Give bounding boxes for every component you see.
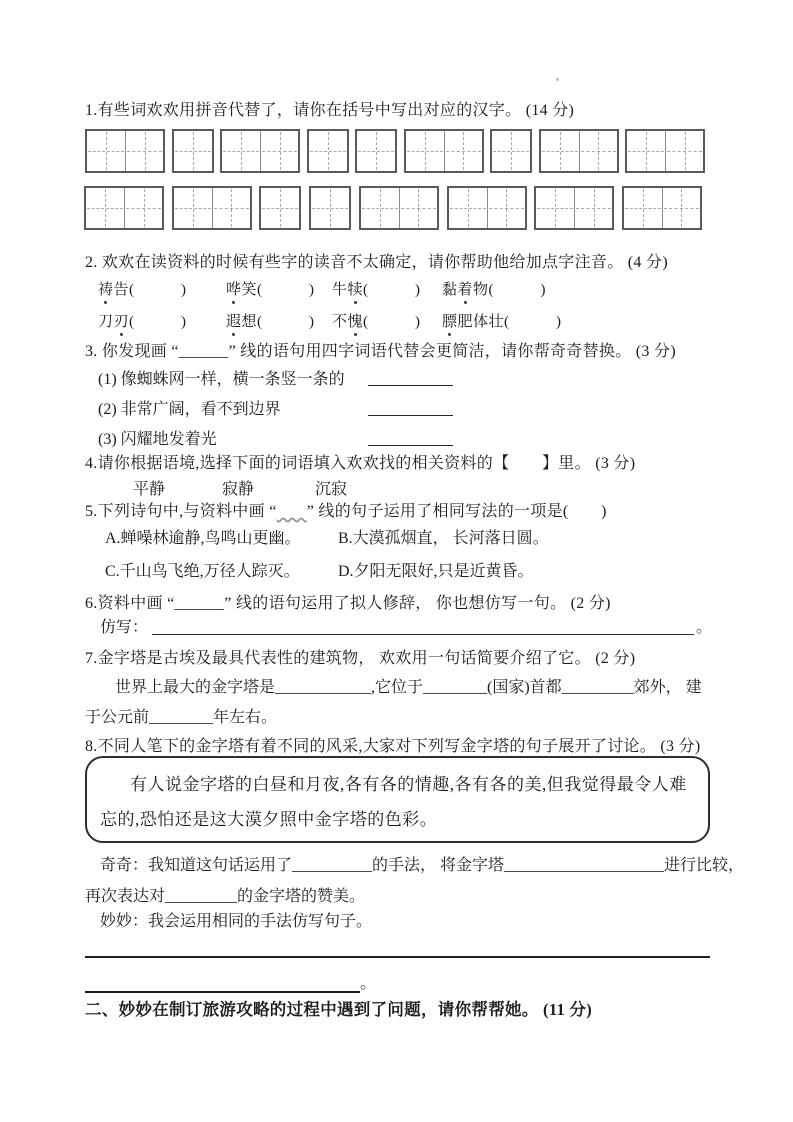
pinyin-word [332, 310, 442, 331]
word-part: 物 [473, 282, 489, 298]
hanzi-grid-group [307, 129, 349, 173]
pinyin-blank[interactable]: ( ) [257, 314, 315, 330]
emphasis-dot-char: 刃 [114, 310, 130, 331]
pinyin-blank[interactable]: ( ) [504, 314, 562, 330]
pinyin-word [98, 278, 226, 299]
q3-item-text: (3) 闪耀地发着光 [98, 431, 217, 448]
q6-copy-line [100, 614, 712, 637]
word-part: 想 [241, 314, 258, 330]
hanzi-cell[interactable] [449, 188, 487, 228]
hanzi-cell[interactable] [309, 131, 347, 171]
qiqi-comment [85, 850, 745, 912]
hanzi-grid-group [220, 129, 300, 173]
word-part: 黏 [442, 282, 458, 298]
option-d[interactable]: D.夕阳无限好,只是近黄昏。 [338, 563, 534, 580]
q5-title-post: ” 线的句子运用了相同写法的一项是( ) [306, 503, 607, 520]
hanzi-grid-group [622, 186, 702, 230]
hanzi-grid-group [172, 129, 214, 173]
hanzi-cell[interactable] [541, 131, 579, 171]
hanzi-grid-group [490, 129, 532, 173]
q3-title: 3. 你发现画 “______” 线的语句用四字词语代替会更简洁，请你帮奇奇替换。 (3 分) [85, 343, 676, 360]
hanzi-cell[interactable] [361, 188, 399, 228]
qiqi-line: 奇奇：我知道这句话运用了__________的手法， 将金字塔____________________进行比较， [100, 857, 745, 874]
q7-body-line: 于公元前________年左右。 [85, 709, 278, 726]
pinyin-word [332, 278, 442, 299]
hanzi-cell[interactable] [212, 188, 250, 228]
word-part: 肥体壮 [457, 314, 505, 330]
q2-title: 2. 欢欢在读资料的时候有些字的读音不太确定，请你帮助他给加点字注音。 (4 分) [85, 254, 668, 271]
hanzi-grid-row-2 [84, 186, 702, 230]
q5-title [85, 498, 607, 521]
quote-line: 忘的,恐怕还是这大漠夕照中金字塔的色彩。 [100, 810, 438, 829]
hanzi-cell[interactable] [406, 131, 444, 171]
q7-body-line: 世界上最大的金字塔是____________,它位于________(国家)首都_________郊外， 建 [115, 679, 702, 696]
hanzi-grid-group [172, 186, 252, 230]
word-part: 笑 [241, 282, 258, 298]
hanzi-cell[interactable] [222, 131, 260, 171]
word-bank-item: 沉寂 [315, 481, 348, 498]
emphasis-dot-char: 犊 [348, 278, 364, 299]
hanzi-grid-group [447, 186, 527, 230]
pinyin-word-row [98, 310, 698, 331]
hanzi-cell[interactable] [487, 188, 525, 228]
quote-line: 有人说金字塔的白昼和月夜,各有各的情趣,各有各的美,但我觉得最令人难 [130, 775, 687, 794]
hanzi-cell[interactable] [444, 131, 482, 171]
option-a[interactable]: A.蝉噪林逾静,鸟鸣山更幽。 [105, 530, 301, 547]
hanzi-cell[interactable] [260, 131, 298, 171]
word-part: 牛 [332, 282, 348, 298]
hanzi-cell[interactable] [492, 131, 530, 171]
hanzi-cell[interactable] [399, 188, 437, 228]
answer-blank[interactable] [152, 621, 694, 635]
pinyin-blank[interactable]: ( ) [488, 282, 547, 298]
q8-quote-box [85, 756, 710, 843]
pinyin-word [226, 310, 332, 331]
copy-label: 仿写： [100, 619, 149, 636]
hanzi-grid-group [84, 186, 164, 230]
q3-item [98, 396, 658, 419]
wavy-underline-blank [277, 503, 307, 521]
hanzi-cell[interactable] [261, 188, 299, 228]
hanzi-cell[interactable] [174, 131, 212, 171]
hanzi-grid-group [359, 186, 439, 230]
word-part: 告 [113, 282, 130, 298]
q1-title: 1.有些词欢欢用拼音代替了，请你在括号中写出对应的汉字。 (14 分) [85, 102, 575, 119]
pinyin-blank[interactable]: ( ) [129, 282, 187, 298]
option-b[interactable]: B.大漠孤烟直， 长河落日圆。 [338, 530, 549, 547]
q8-title: 8.不同人笔下的金字塔有着不同的风采,大家对下列写金字塔的句子展开了讨论。 (3 分) [85, 738, 701, 755]
hanzi-cell[interactable] [125, 131, 163, 171]
miaomiao-comment: 妙妙：我会运用相同的手法仿写句子。 [100, 913, 373, 930]
q7-title: 7.金字塔是古埃及最具代表性的建筑物， 欢欢用一句话简要介绍了它。 (2 分) [85, 650, 636, 667]
q3-item-text: (1) 像蜘蛛网一样，横一条竖一条的 [98, 371, 345, 388]
emphasis-dot-char: 遐 [226, 310, 242, 331]
section2-title: 二、妙妙在制订旅游攻略的过程中遇到了问题，请你帮帮她。 (11 分) [85, 1000, 593, 1019]
answer-line[interactable] [85, 944, 710, 958]
hanzi-cell[interactable] [624, 188, 662, 228]
word-part: 不 [332, 314, 348, 330]
pinyin-blank[interactable]: ( ) [363, 282, 421, 298]
pinyin-word [442, 310, 698, 331]
q4-word-bank [133, 476, 347, 499]
q5-options [105, 525, 549, 581]
hanzi-grid-group [85, 129, 165, 173]
hanzi-grid-group [625, 129, 705, 173]
hanzi-cell[interactable] [662, 188, 700, 228]
q3-item [98, 426, 658, 449]
q6-title: 6.资料中画 “______” 线的语句运用了拟人修辞， 你也想仿写一句。 (2 分) [85, 595, 611, 612]
answer-line-short [85, 970, 376, 993]
scan-speck [556, 78, 559, 81]
hanzi-cell[interactable] [174, 188, 212, 228]
word-bank-item: 寂静 [222, 481, 255, 498]
answer-blank[interactable] [368, 372, 453, 386]
hanzi-cell[interactable] [579, 131, 617, 171]
hanzi-cell[interactable] [87, 131, 125, 171]
pinyin-word [98, 310, 226, 331]
hanzi-cell[interactable] [574, 188, 612, 228]
hanzi-cell[interactable] [536, 188, 574, 228]
hanzi-cell[interactable] [357, 131, 395, 171]
answer-blank[interactable] [368, 432, 453, 446]
option-c[interactable]: C.千山鸟飞绝,万径人踪灭。 [105, 563, 300, 580]
hanzi-cell[interactable] [86, 188, 124, 228]
answer-blank[interactable] [85, 979, 360, 993]
pinyin-blank[interactable]: ( ) [129, 314, 187, 330]
hanzi-grid-group [309, 186, 351, 230]
sentence-period: 。 [695, 619, 712, 636]
emphasis-dot-char: 着 [458, 278, 474, 299]
emphasis-dot-char: 祷 [98, 278, 114, 299]
pinyin-word [226, 278, 332, 299]
hanzi-grid-group [534, 186, 614, 230]
word-part: 刀 [98, 314, 114, 330]
hanzi-grid-row-1 [85, 129, 705, 173]
pinyin-blank[interactable]: ( ) [363, 314, 421, 330]
answer-blank[interactable] [368, 402, 453, 416]
hanzi-cell[interactable] [665, 131, 703, 171]
q4-title: 4.请你根据语境,选择下面的词语填入欢欢找的相关资料的【 】里。 (3 分) [85, 455, 636, 472]
pinyin-word [442, 278, 698, 299]
hanzi-cell[interactable] [627, 131, 665, 171]
word-bank-item: 平静 [133, 481, 166, 498]
pinyin-blank[interactable]: ( ) [257, 282, 315, 298]
emphasis-dot-char: 膘 [442, 310, 458, 331]
hanzi-grid-group [404, 129, 484, 173]
sentence-period: 。 [360, 975, 377, 992]
emphasis-dot-char: 哗 [226, 278, 242, 299]
hanzi-grid-group [259, 186, 301, 230]
q3-item [98, 366, 658, 389]
qiqi-line: 再次表达对_________的金字塔的赞美。 [85, 888, 366, 905]
emphasis-dot-char: 愧 [348, 310, 364, 331]
hanzi-cell[interactable] [124, 188, 162, 228]
hanzi-grid-group [355, 129, 397, 173]
hanzi-grid-group [539, 129, 619, 173]
q3-item-text: (2) 非常广阔，看不到边界 [98, 401, 281, 418]
pinyin-word-row [98, 278, 698, 299]
q5-title-pre: 5.下列诗句中,与资料中画 “ [85, 503, 277, 520]
hanzi-cell[interactable] [311, 188, 349, 228]
q7-body [85, 673, 725, 733]
